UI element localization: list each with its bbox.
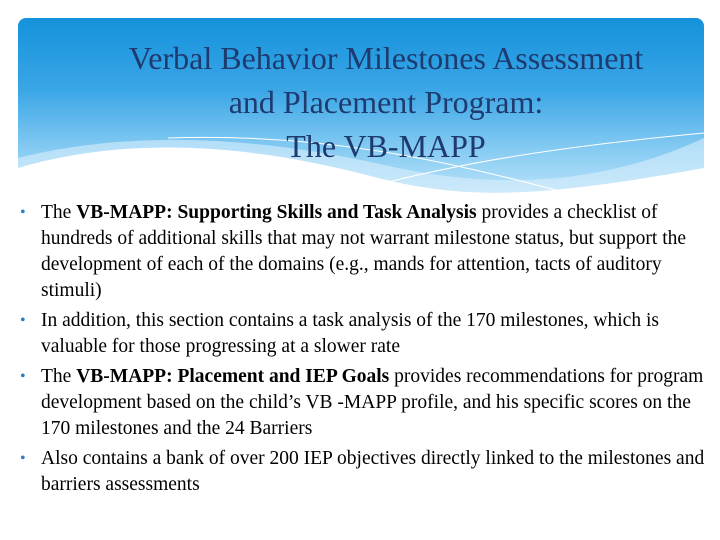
bullet-icon: • [20,450,26,467]
bullet-item [20,446,710,498]
bullet-text: provides a checklist of hundreds of additional skills that may not warrant milestone status, but support the development of each of the domains (e.g., mands for attention, tacts of auditory stimuli) [41,202,687,301]
title-line: Verbal Behavior Milestones Assessment [128,40,644,76]
bullet-bold-text: VB-MAPP: Supporting Skills and Task Analysis [76,202,477,223]
bullet-bold-text: VB-MAPP: Placement and IEP Goals [76,366,390,387]
bullet-icon: • [20,368,26,385]
title-line: and Placement Program: [228,84,544,120]
bullet-text: In addition, this section contains a task analysis of the 170 milestones, which is valuable for those progressing at a slower rate [41,310,659,357]
bullet-text: provides recommendations for program development based on the child’s VB -MAPP profile, and his specific scores on the 170 milestones and the 24 Barriers [41,366,704,439]
bullet-list [20,200,710,502]
bullet-item [20,364,710,442]
slide-title [18,36,704,168]
bullet-icon: • [20,312,26,329]
title-line: The VB-MAPP [286,128,486,164]
bullet-icon: • [20,204,26,221]
bullet-item [20,200,710,304]
bullet-text: The [41,366,77,387]
bullet-text: Also contains a bank of over 200 IEP objectives directly linked to the milestones and barriers assessments [41,448,705,495]
bullet-item [20,308,710,360]
bullet-text: The [41,202,77,223]
